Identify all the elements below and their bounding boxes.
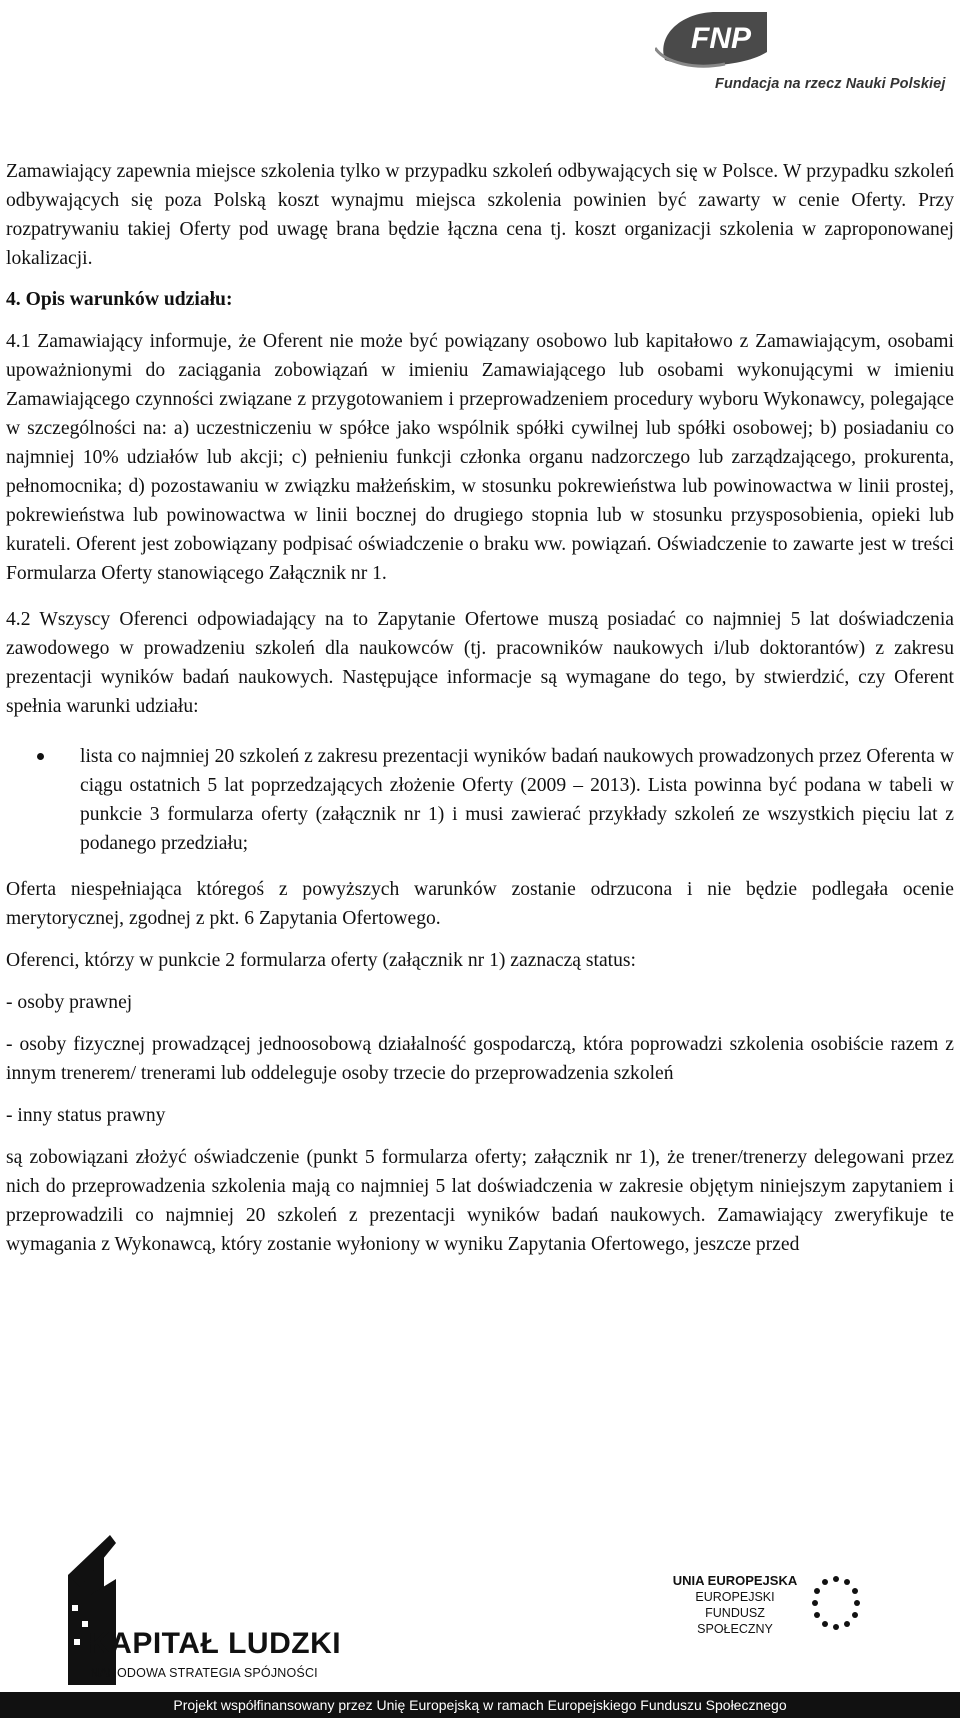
fnp-logo-mark	[655, 8, 775, 68]
eu-fund-line1: EUROPEJSKI	[695, 1590, 775, 1604]
footer-logos	[0, 1535, 960, 1718]
list-item-text: lista co najmniej 20 szkoleń z zakresu prezentacji wyników badań naukowych prowadzonych przez Oferenta w ciągu ostatnich 5 lat poprzedzających złożenie Oferty (2009 – 2013). Lista powinna być podana w tabeli w punkcie 3 formularza oferty (załącznik nr 1) i musi zawierać przykłady szkoleń ze wszystkich pięciu lat z podanego przedziału;	[80, 746, 954, 854]
paragraph-obligation: są zobowiązani złożyć oświadczenie (punkt 5 formularza oferty; załącznik nr 1), że trener/trenerzy delegowani przez nich do przeprowadzenia szkolenia mają co najmniej 5 lat doświadczenia w zakresie objętym niniejszym zapytaniem i przeprowadzili co najmniej 20 szkoleń z prezentacji wyników badań naukowych. Zamawiający zweryfikuje te wymagania z Wykonawcą, który zostanie wyłoniony w wyniku Zapytania Ofertowego, jeszcze przed	[6, 1147, 954, 1255]
fnp-logo	[655, 8, 955, 100]
document-body	[6, 157, 954, 1259]
status-item-sole-proprietor: - osoby fizycznej prowadzącej jednoosobową działalność gospodarczą, która poprowadzi szkolenia osobiście razem z innym trenerem/ trenerami lub oddeleguje osoby trzecie do przeprowadzenia szkoleń	[6, 1034, 954, 1084]
fnp-logo-text: FNP	[691, 22, 751, 55]
status-item-legal: - osoby prawnej	[6, 992, 133, 1013]
kapital-ludzki-subtitle: NARODOWA STRATEGIA SPÓJNOŚCI	[90, 1666, 318, 1680]
paragraph-4-1: 4.1 Zamawiający informuje, że Oferent nie może być powiązany osobowo lub kapitałowo z Zamawiającym, osobami upoważnionymi do zaciągania zobowiązań w imieniu Zamawiającego lub osobami wykonującymi w imieniu Zamawiającego czynności związane z przygotowaniem i przeprowadzeniem procedury wyboru Wykonawcy, polegające w szczególności na: a) uczestniczeniu w spółce jako wspólnik spółki cywilnej lub spółki osobowej; b) posiadaniu co najmniej 10% udziałów lub akcji; c) pełnieniu funkcji członka organu nadzorczego lub zarządzającego, prokurenta, pełnomocnika; d) pozostawaniu w związku małżeńskim, w stosunku pokrewieństwa lub powinowactwa w linii prostej, pokrewieństwa lub powinowactwa w linii bocznej do drugiego stopnia lub w stosunku przysposobienia, opieki lub kurateli. Oferent jest zobowiązany podpisać oświadczenie o braku ww. powiązań. Oświadczenie to zawarte jest w treści Formularza Oferty stanowiącego Załącznik nr 1.	[6, 331, 954, 584]
paragraph-status: Oferenci, którzy w punkcie 2 formularza oferty (załącznik nr 1) zaznaczą status:	[6, 950, 636, 971]
fnp-tagline: Fundacja na rzecz Nauki Polskiej	[715, 76, 946, 92]
paragraph-reject: Oferta niespełniająca któregoś z powyższych warunków zostanie odrzucona i nie będzie podlegała ocenie merytorycznej, zgodnej z pkt. 6 Zapytania Ofertowego.	[6, 879, 954, 929]
section-heading-4: 4. Opis warunków udziału:	[6, 289, 233, 310]
kapital-ludzki-logo-mark	[60, 1535, 400, 1685]
status-item-other: - inny status prawny	[6, 1105, 166, 1126]
paragraph-intro: Zamawiający zapewnia miejsce szkolenia tylko w przypadku szkoleń odbywających się w Polsce. W przypadku szkoleń odbywających się poza Polską koszt wynajmu miejsca szkolenia powinien być zawarty w cenie Oferty. Przy rozpatrywaniu takiej Oferty pod uwagę brana będzie łączna cena tj. koszt organizacji szkolenia w zaproponowanej lokalizacji.	[6, 161, 954, 269]
eu-fund-line2: FUNDUSZ SPOŁECZNY	[697, 1606, 773, 1636]
project-cofinancing-note: Projekt współfinansowany przez Unię Europejską w ramach Europejskiego Funduszu Społecznego	[0, 1692, 960, 1718]
bullet-icon	[37, 753, 44, 760]
requirements-list	[6, 742, 954, 858]
eu-stars-icon	[810, 1573, 862, 1633]
eu-logo-text	[670, 1573, 800, 1637]
paragraph-4-2: 4.2 Wszyscy Oferenci odpowiadający na to Zapytanie Ofertowe muszą posiadać co najmniej 5 lat doświadczenia zawodowego w prowadzeniu szkoleń dla naukowców (tj. pracowników naukowych i/lub doktorantów) z zakresu prezentacji wyników badań naukowych. Następujące informacje są wymagane do tego, by stwierdzić, czy Oferent spełnia warunki udziału:	[6, 609, 954, 717]
eu-logo	[670, 1573, 850, 1673]
eu-name: UNIA EUROPEJSKA	[672, 1573, 798, 1588]
kapital-ludzki-title: KAPITAŁ LUDZKI	[88, 1627, 342, 1660]
list-item	[6, 742, 954, 858]
